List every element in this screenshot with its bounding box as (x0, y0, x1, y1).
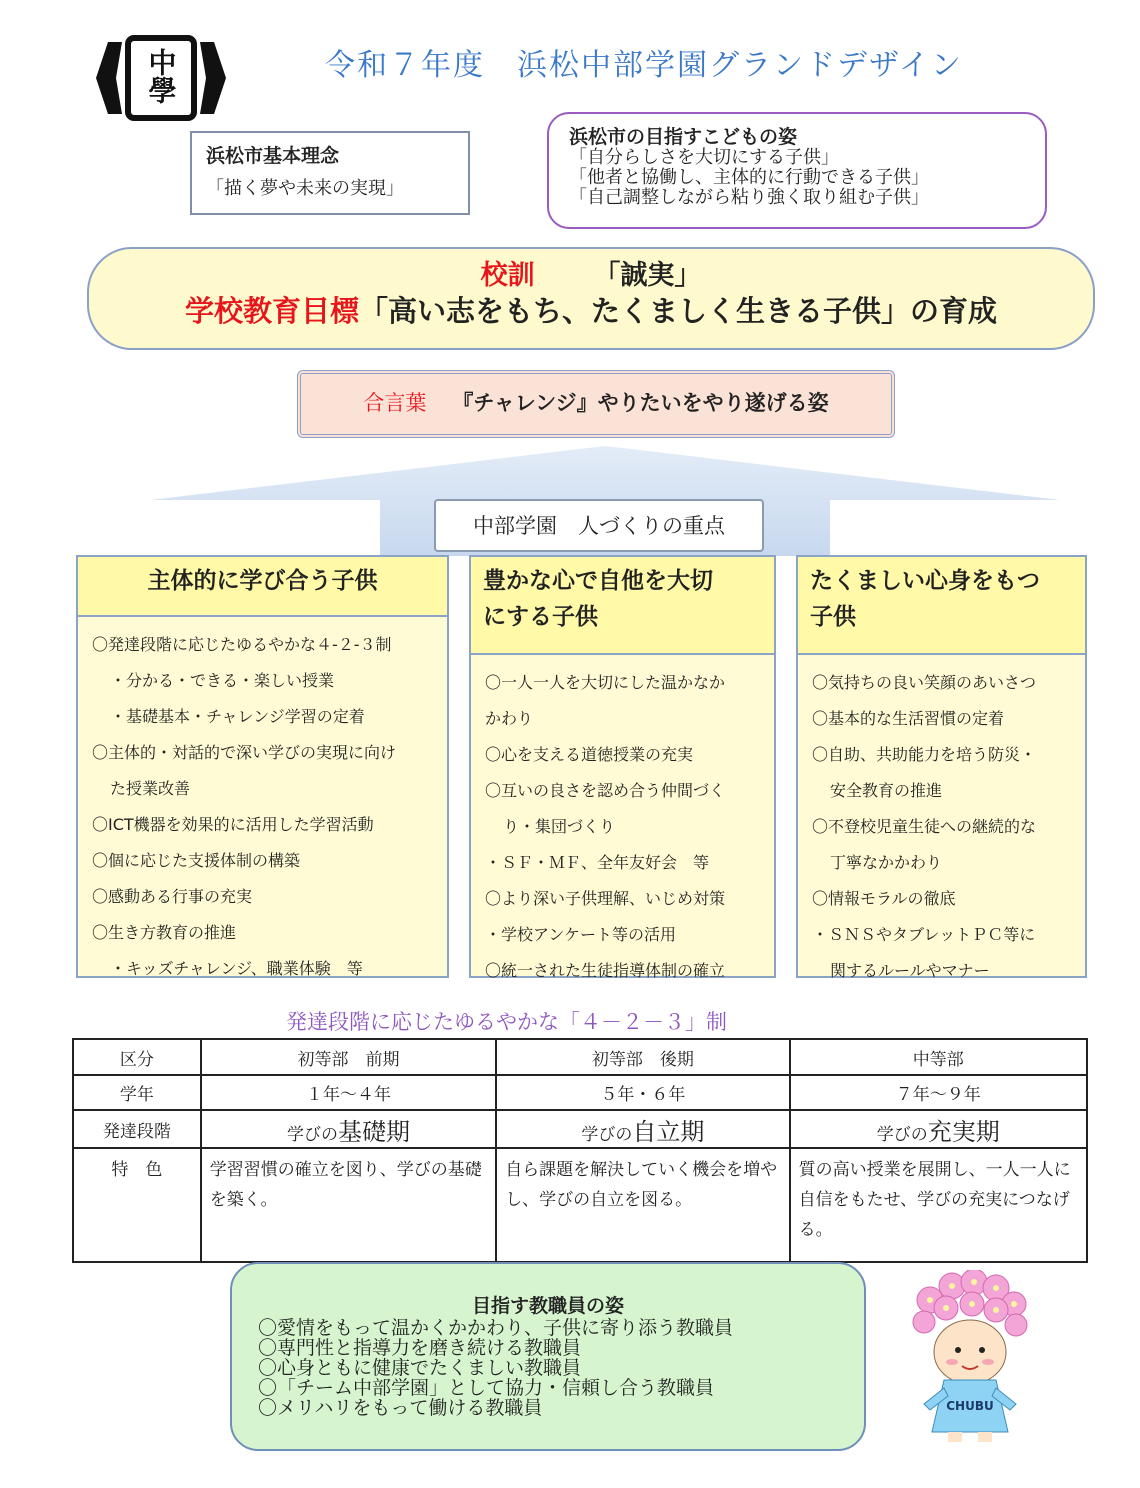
keyword-box (297, 370, 895, 438)
table-cell: ７年～９年 (790, 1075, 1087, 1110)
list-item: た授業改善 (110, 779, 191, 798)
table-row (73, 1075, 1087, 1110)
table-cell: 初等部 前期 (201, 1039, 496, 1075)
table-cell: 質の高い授業を展開し、一人一人に自信をもたせ、学びの充実につなげる。 (790, 1148, 1087, 1262)
list-item: 関するルールやマナー (830, 961, 990, 980)
stage-table (72, 1038, 1088, 1263)
stage-prefix: 学びの (876, 1124, 928, 1145)
ideal-child-line: 「自己調整しながら粘り強く取り組む子供」 (569, 187, 929, 208)
list-item: 〇一人一人を大切にした温かなか (485, 673, 726, 692)
list-item: ・学校アンケート等の活用 (485, 925, 677, 944)
list-item: ・キッズチャレンジ、職業体験 等 (110, 959, 363, 978)
focus-column-heart (469, 555, 776, 978)
list-item: ・分かる・できる・楽しい授業 (110, 671, 335, 690)
column-title-line: にする子供 (483, 604, 598, 630)
column-title (471, 557, 774, 655)
ideal-child-box (547, 112, 1047, 229)
table-cell: ５年・６年 (496, 1075, 789, 1110)
list-item: 〇不登校児童生徒への継続的な (812, 817, 1037, 836)
list-item: 〇基本的な生活習慣の定着 (812, 709, 1005, 728)
staff-heading: 目指す教職員の姿 (471, 1295, 624, 1317)
list-item: 〇発達段階に応じたゆるやかな４-２-３制 (92, 635, 392, 654)
list-item: ・ＳＮＳやタブレットＰＣ等に (812, 925, 1036, 944)
row-label: 発達段階 (73, 1110, 201, 1148)
list-item: かわり (485, 709, 534, 728)
list-item: 〇生き方教育の推進 (92, 923, 237, 942)
table-row (73, 1039, 1087, 1075)
motto-banner (87, 247, 1095, 350)
list-item: 〇より深い子供理解、いじめ対策 (485, 889, 726, 908)
logo-text: 中學 (144, 48, 178, 104)
column-title-line: 子供 (810, 604, 856, 630)
table-cell (496, 1110, 789, 1148)
list-item: り・集団づくり (503, 817, 616, 836)
table-cell: 中等部 (790, 1039, 1087, 1075)
list-item: 〇心を支える道徳授業の充実 (485, 745, 694, 764)
table-cell (790, 1110, 1087, 1148)
list-item: 〇気持ちの良い笑顔のあいさつ (812, 673, 1037, 692)
list-item: 〇統一された生徒指導体制の確立 (485, 961, 726, 980)
table-cell: 自ら課題を解決していく機会を増やし、学びの自立を図る。 (496, 1148, 789, 1262)
table-cell: 学習習慣の確立を図り、学びの基礎を築く。 (201, 1148, 496, 1262)
philosophy-heading: 浜松市基本理念 (206, 145, 340, 167)
list-item: 〇ICT機器を効果的に活用した学習活動 (92, 815, 374, 834)
school-logo (92, 34, 230, 122)
stage-prefix: 学びの (581, 1124, 633, 1145)
list-item: 〇感動ある行事の充実 (92, 887, 253, 906)
staff-line: 〇専門性と指導力を磨き続ける教職員 (258, 1337, 582, 1359)
column-title: 主体的に学び合う子供 (78, 557, 447, 617)
stage-name: 充実期 (927, 1117, 1000, 1146)
table-caption: 発達段階に応じたゆるやかな「４－２－３」制 (286, 1010, 727, 1034)
table-cell: 初等部 後期 (496, 1039, 789, 1075)
ideal-child-heading: 浜松市の目指すこどもの姿 (569, 126, 798, 148)
focus-label: 中部学園 人づくりの重点 (434, 499, 764, 552)
keyword-text: 『チャレンジ』やりたいをやり遂げる姿 (452, 391, 829, 415)
philosophy-text: 「描く夢や未来の実現」 (206, 178, 404, 199)
philosophy-box (190, 131, 470, 215)
column-title-line: たくましい心身をもつ (810, 568, 1040, 594)
list-item: 丁寧なかかわり (830, 853, 943, 872)
motto-label: 校訓 (480, 260, 535, 291)
goal-label: 学校教育目標 (184, 294, 359, 328)
row-label: 特 色 (73, 1148, 201, 1262)
focus-column-learning (76, 555, 449, 978)
stage-prefix: 学びの (286, 1124, 338, 1145)
row-label: 学年 (73, 1075, 201, 1110)
table-row (73, 1148, 1087, 1262)
ideal-child-line: 「他者と協働し、主体的に行動できる子供」 (569, 167, 929, 188)
list-item: 〇互いの良さを認め合う仲間づく (485, 781, 726, 800)
motto-value: 「誠実」 (593, 260, 702, 291)
mascot-illustration (910, 1270, 1030, 1445)
staff-line: 〇心身ともに健康でたくましい教職員 (258, 1357, 582, 1379)
focus-column-body (796, 555, 1087, 978)
staff-line: 〇「チーム中部学園」として協力・信頼し合う教職員 (258, 1377, 715, 1399)
list-item: 安全教育の推進 (830, 781, 943, 800)
stage-name: 基礎期 (337, 1117, 410, 1146)
staff-line: 〇愛情をもって温かくかかわり、子供に寄り添う教職員 (258, 1317, 734, 1339)
mascot-label: CHUBU (946, 1399, 994, 1413)
row-label: 区分 (73, 1039, 201, 1075)
table-cell (201, 1110, 496, 1148)
column-title (798, 557, 1085, 655)
table-cell: １年～４年 (201, 1075, 496, 1110)
list-item: ・基礎基本・チャレンジ学習の定着 (110, 707, 365, 726)
page-title: 令和７年度 浜松中部学園グランドデザイン (325, 48, 963, 83)
staff-line: 〇メリハリをもって働ける教職員 (258, 1397, 543, 1419)
list-item: 〇情報モラルの徹底 (812, 889, 956, 908)
list-item: 〇個に応じた支援体制の構築 (92, 851, 301, 870)
column-title-line: 豊かな心で自他を大切 (483, 568, 713, 594)
keyword-label: 合言葉 (363, 391, 427, 415)
table-row (73, 1110, 1087, 1148)
ideal-child-line: 「自分らしさを大切にする子供」 (569, 147, 839, 168)
goal-text: 「高い志をもち、たくましく生きる子供」の育成 (359, 294, 998, 328)
list-item: 〇主体的・対話的で深い学びの実現に向け (92, 743, 397, 762)
list-item: ・ＳＦ・ＭＦ、全年友好会 等 (485, 853, 710, 872)
stage-name: 自立期 (632, 1117, 705, 1146)
list-item: 〇自助、共助能力を培う防災・ (812, 745, 1037, 764)
staff-box (230, 1262, 866, 1451)
